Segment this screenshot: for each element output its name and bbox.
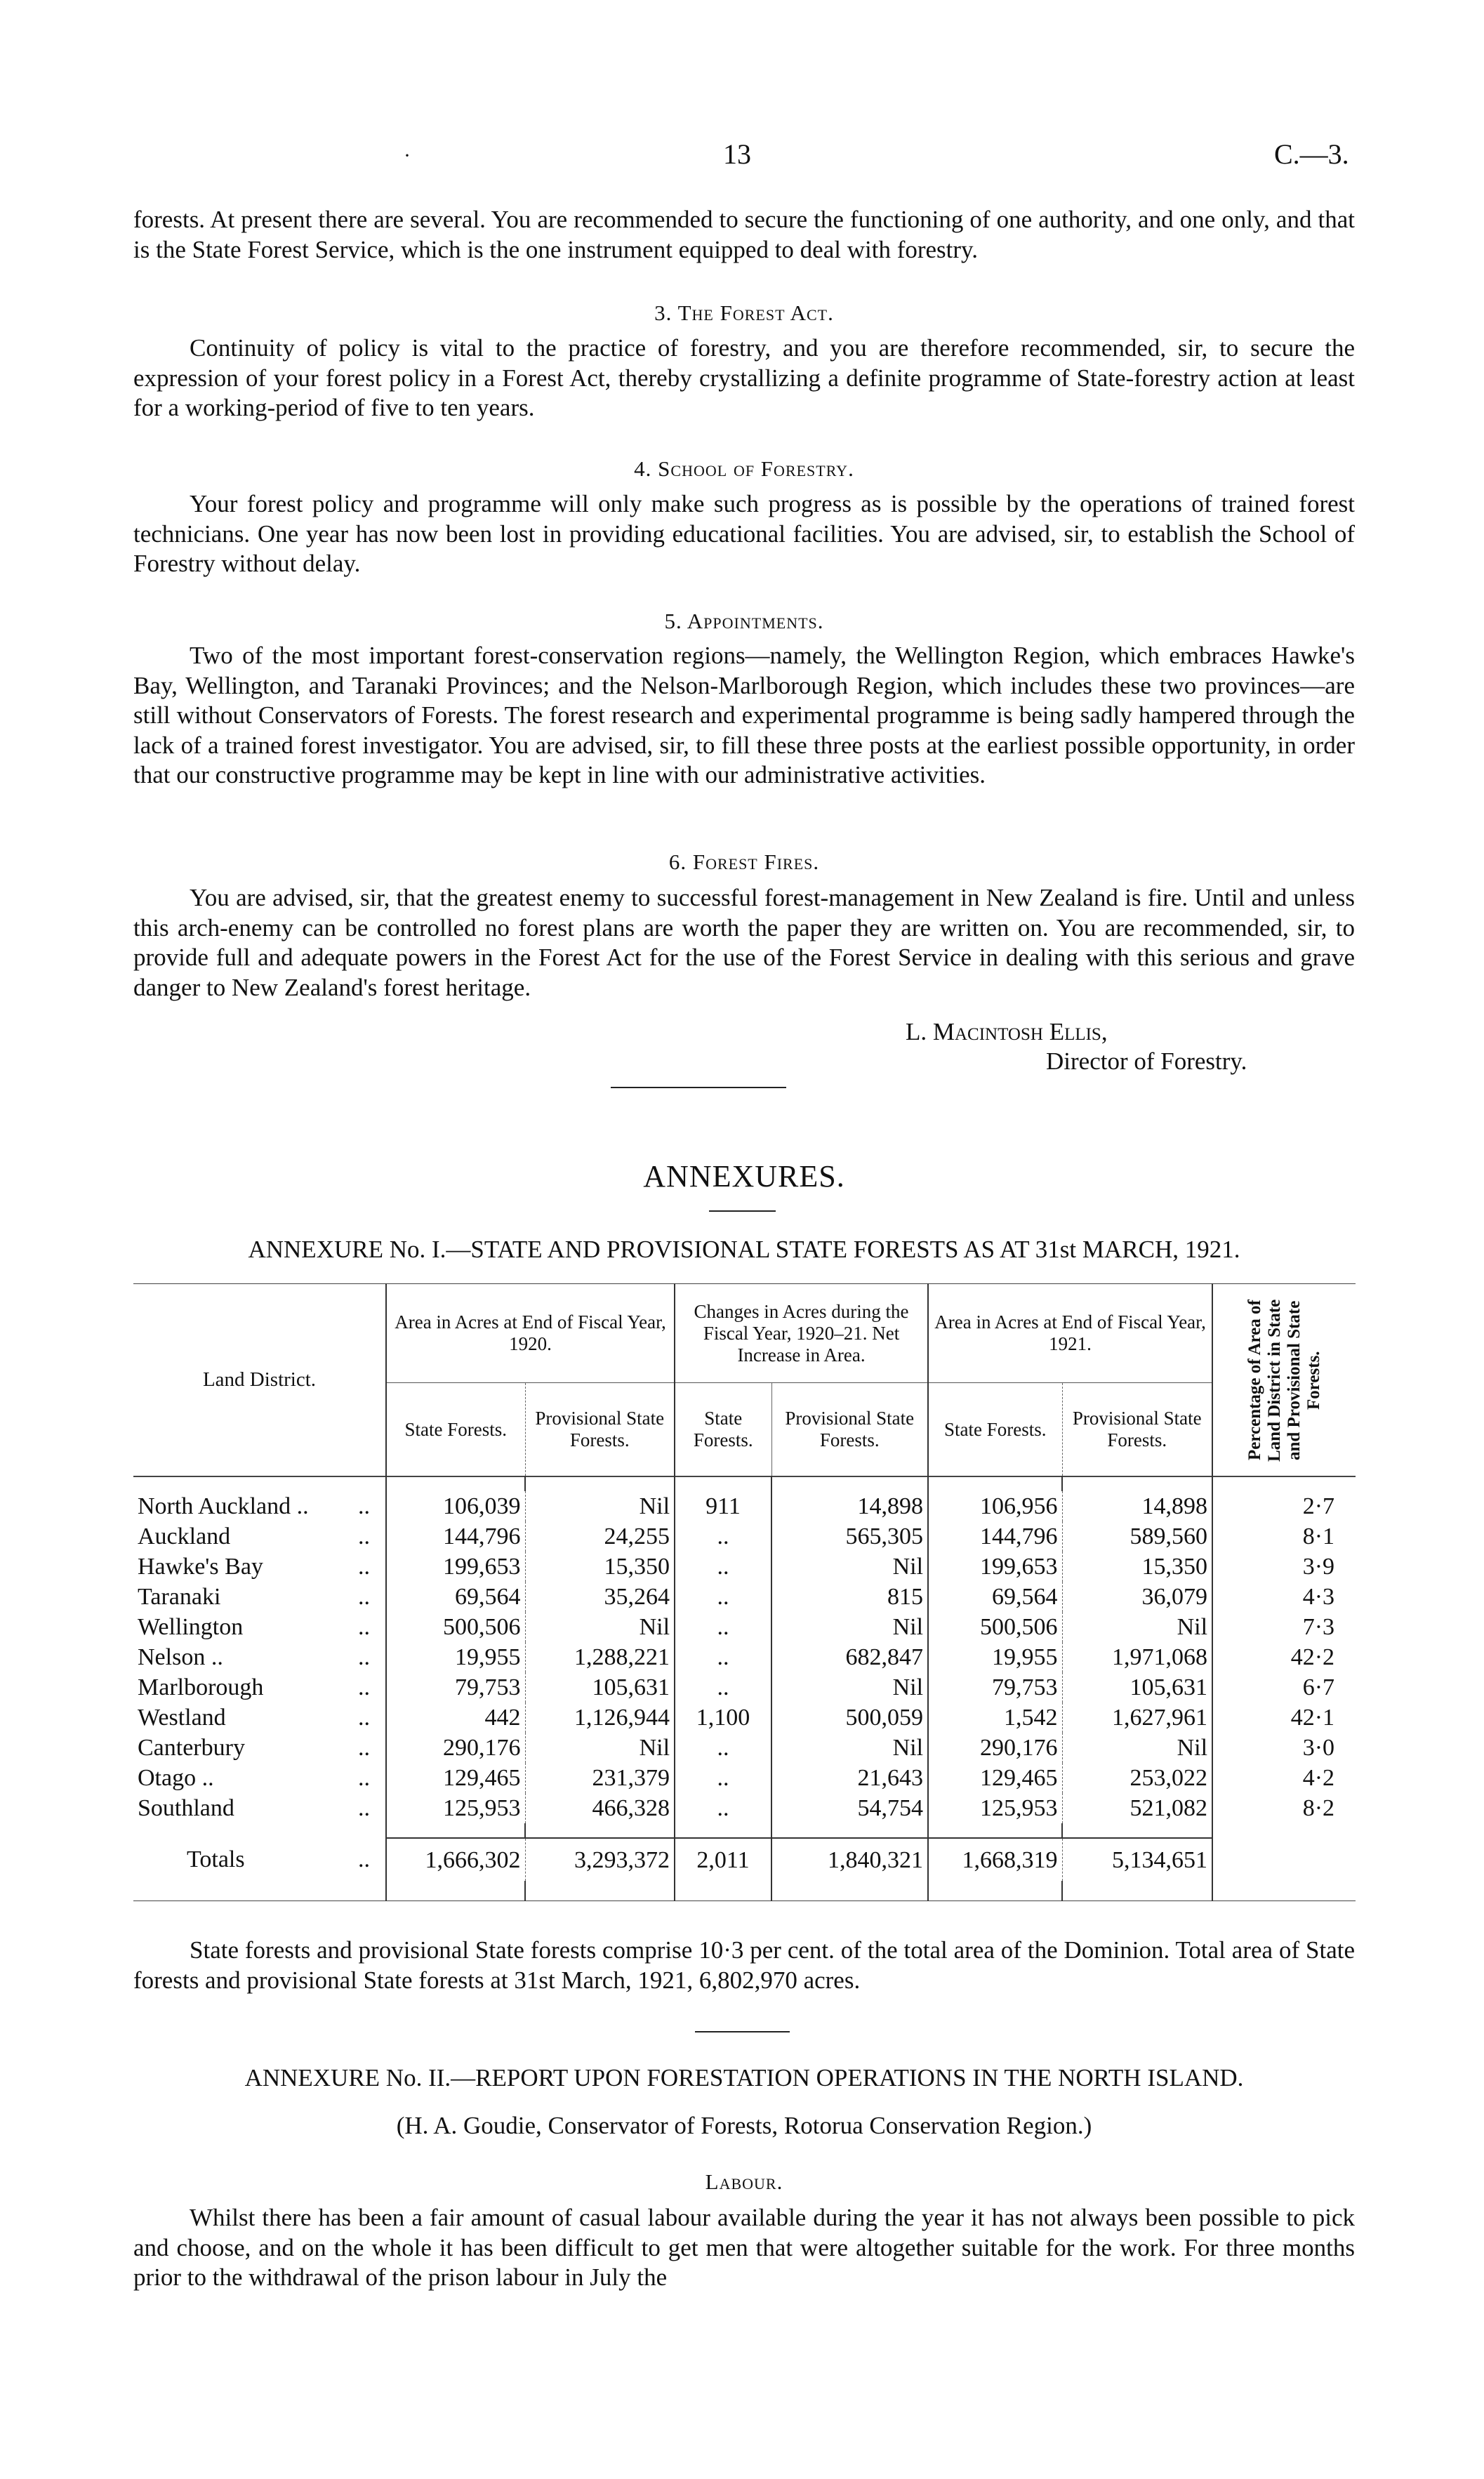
value-cell: 144,796 bbox=[928, 1521, 1062, 1552]
land-district-cell bbox=[133, 1642, 386, 1672]
value-cell: .. bbox=[675, 1763, 771, 1793]
intro-paragraph bbox=[133, 205, 1355, 265]
value-cell: 8·2 bbox=[1212, 1793, 1356, 1823]
table-row bbox=[133, 1733, 1356, 1763]
value-cell: .. bbox=[675, 1642, 771, 1672]
divider bbox=[709, 1210, 776, 1212]
value-cell: 4·3 bbox=[1212, 1582, 1356, 1612]
value-cell: Nil bbox=[771, 1612, 928, 1642]
value-cell: 54,754 bbox=[771, 1793, 928, 1823]
leader-dots: .. bbox=[358, 1735, 370, 1761]
land-district-cell bbox=[133, 1672, 386, 1703]
annexures-title: ANNEXURES. bbox=[643, 1159, 845, 1194]
value-cell: 106,039 bbox=[386, 1491, 525, 1521]
land-district-name: Wellington bbox=[138, 1614, 244, 1640]
value-cell: 911 bbox=[675, 1491, 771, 1521]
value-cell: .. bbox=[675, 1672, 771, 1703]
leader-dots: .. bbox=[358, 1493, 370, 1519]
annexure-2-subtitle: (H. A. Goudie, Conservator of Forests, Rotorua Conservation Region.) bbox=[396, 2112, 1092, 2139]
value-cell: .. bbox=[675, 1582, 771, 1612]
value-cell: 69,564 bbox=[928, 1582, 1062, 1612]
land-district-cell bbox=[133, 1703, 386, 1733]
value-cell: 129,465 bbox=[386, 1763, 525, 1793]
land-district-cell bbox=[133, 1491, 386, 1521]
value-cell: Nil bbox=[1062, 1612, 1212, 1642]
value-cell: 815 bbox=[771, 1582, 928, 1612]
leader-dots: .. bbox=[358, 1644, 370, 1670]
paragraph-text: Two of the most important forest-conservation regions—namely, the Wellington Region, which embraces Hawke's Bay, Wellington, and Taranaki Provinces; and the Nelson-Marlborough Region, which includes these two provinces—are still without Conservators of Forests. The forest research and experimental programme is being sadly hampered through the lack of a trained forest investigator. You are advised, sir, to fill these three posts at the earliest possible opportunity, in order that our constructive programme may be kept in line with our administrative activities. bbox=[133, 642, 1355, 788]
land-district-cell bbox=[133, 1793, 386, 1823]
land-district-name: Taranaki bbox=[138, 1584, 221, 1610]
percentage-header-text: Percentage of Area of Land District in State and Provisional State Forests. bbox=[1245, 1298, 1323, 1462]
value-cell: 7·3 bbox=[1212, 1612, 1356, 1642]
annexure-2-title: ANNEXURE No. II.—REPORT UPON FORESTATION OPERATIONS IN THE NORTH ISLAND. bbox=[244, 2064, 1244, 2091]
signature-name: L. Macintosh Ellis, bbox=[906, 1018, 1108, 1045]
value-cell: 682,847 bbox=[771, 1642, 928, 1672]
value-cell: 1,666,302 bbox=[386, 1838, 525, 1881]
value-cell: 5,134,651 bbox=[1062, 1838, 1212, 1881]
land-district-cell bbox=[133, 1582, 386, 1612]
leader-dots: .. bbox=[358, 1554, 370, 1580]
paragraph-text: Continuity of policy is vital to the practice of forestry, and you are therefore recommended, sir, to secure the expression of your forest policy in a Forest Act, thereby crystallizing a definite programme of State-forestry action at least for a working-period of five to ten years. bbox=[133, 334, 1355, 421]
value-cell: Nil bbox=[525, 1733, 675, 1763]
value-cell: 589,560 bbox=[1062, 1521, 1212, 1552]
paragraph-text: Your forest policy and programme will only make such progress as is possible by the operations of trained forest technicians. One year has now been lost in providing educational facilities. You are advised, sir, to establish the School of Forestry without delay. bbox=[133, 490, 1355, 577]
leader-dots: .. bbox=[358, 1584, 370, 1610]
value-cell: 129,465 bbox=[928, 1763, 1062, 1793]
paragraph-text: forests. At present there are several. You are recommended to secure the functioning of one authority, and one only, and that is the State Forest Service, which is the one instrument equipped to deal with forestry. bbox=[133, 206, 1355, 263]
value-cell: Nil bbox=[771, 1733, 928, 1763]
value-cell: 14,898 bbox=[771, 1491, 928, 1521]
value-cell: 290,176 bbox=[928, 1733, 1062, 1763]
value-cell: 1,100 bbox=[675, 1703, 771, 1733]
section-heading: 6. Forest Fires. bbox=[668, 850, 820, 874]
value-cell: 105,631 bbox=[525, 1672, 675, 1703]
value-cell: 500,059 bbox=[771, 1703, 928, 1733]
land-district-name: Otago .. bbox=[138, 1765, 214, 1791]
value-cell: 199,653 bbox=[386, 1552, 525, 1582]
value-cell: 79,753 bbox=[386, 1672, 525, 1703]
subheader-state: State Forests. bbox=[386, 1383, 525, 1477]
value-cell: 19,955 bbox=[928, 1642, 1062, 1672]
value-cell: 1,542 bbox=[928, 1703, 1062, 1733]
value-cell: 565,305 bbox=[771, 1521, 928, 1552]
table-row bbox=[133, 1491, 1356, 1521]
value-cell: 1,668,319 bbox=[928, 1838, 1062, 1881]
subheader-provisional: Provisional State Forests. bbox=[1062, 1383, 1212, 1477]
value-cell: 1,627,961 bbox=[1062, 1703, 1212, 1733]
subheader-provisional: Provisional State Forests. bbox=[771, 1383, 928, 1477]
value-cell: Nil bbox=[1062, 1733, 1212, 1763]
value-cell: 69,564 bbox=[386, 1582, 525, 1612]
paragraph-text: Whilst there has been a fair amount of casual labour available during the year it has not always been possible to pick and choose, and on the whole it has been difficult to get men that were altogether suitable for the work. For three months prior to the withdrawal of the prison labour in July the bbox=[133, 2204, 1355, 2291]
annexure-1-title: ANNEXURE No. I.—STATE AND PROVISIONAL STATE FORESTS AS AT 31st MARCH, 1921. bbox=[248, 1236, 1240, 1263]
leader-dots: .. bbox=[358, 1795, 370, 1821]
land-district-name: Hawke's Bay bbox=[138, 1554, 263, 1580]
subheader-provisional: Provisional State Forests. bbox=[525, 1383, 675, 1477]
subheader-state: State Forests. bbox=[675, 1383, 771, 1477]
value-cell: 290,176 bbox=[386, 1733, 525, 1763]
value-cell: Nil bbox=[525, 1612, 675, 1642]
subheader-state: State Forests. bbox=[928, 1383, 1062, 1477]
paragraph-text: You are advised, sir, that the greatest enemy to successful forest-management in New Zealand is fire. Until and unless this arch-enemy can be controlled no forest plans are worth the paper they are written on. You are recommended, sir, to provide full and adequate powers in the Forest Act for the use of the Forest Service in dealing with this serious and grave danger to New Zealand's forest heritage. bbox=[133, 884, 1355, 1001]
land-district-cell bbox=[133, 1521, 386, 1552]
section-heading: 4. School of Forestry. bbox=[634, 456, 854, 481]
value-cell: 2,011 bbox=[675, 1838, 771, 1881]
value-cell: .. bbox=[675, 1552, 771, 1582]
value-cell: 144,796 bbox=[386, 1521, 525, 1552]
value-cell: 1,288,221 bbox=[525, 1642, 675, 1672]
table-row bbox=[133, 1703, 1356, 1733]
section-heading: 3. The Forest Act. bbox=[654, 300, 834, 325]
value-cell: 1,840,321 bbox=[771, 1838, 928, 1881]
leader-dots: .. bbox=[358, 1765, 370, 1791]
leader-dots: .. bbox=[358, 1705, 370, 1731]
value-cell: Nil bbox=[771, 1552, 928, 1582]
value-cell: 3·9 bbox=[1212, 1552, 1356, 1582]
value-cell: 500,506 bbox=[928, 1612, 1062, 1642]
value-cell: 42·1 bbox=[1212, 1703, 1356, 1733]
column-header-percentage bbox=[1212, 1284, 1356, 1477]
column-group-1921: Area in Acres at End of Fiscal Year, 1921. bbox=[928, 1284, 1212, 1383]
document-reference: C.—3. bbox=[1274, 138, 1349, 170]
value-cell: 6·7 bbox=[1212, 1672, 1356, 1703]
totals-row bbox=[133, 1838, 1356, 1881]
value-cell: 105,631 bbox=[1062, 1672, 1212, 1703]
land-district-cell bbox=[133, 1733, 386, 1763]
value-cell: 79,753 bbox=[928, 1672, 1062, 1703]
land-district-name: Auckland bbox=[138, 1523, 231, 1549]
land-district-name: Westland bbox=[138, 1705, 226, 1731]
value-cell: 231,379 bbox=[525, 1763, 675, 1793]
land-district-name: Marlborough bbox=[138, 1674, 264, 1700]
signature-title: Director of Forestry. bbox=[1046, 1047, 1247, 1075]
value-cell: 15,350 bbox=[1062, 1552, 1212, 1582]
value-cell bbox=[1212, 1838, 1356, 1881]
value-cell: 125,953 bbox=[386, 1793, 525, 1823]
land-district-cell bbox=[133, 1763, 386, 1793]
land-district-name: North Auckland .. bbox=[138, 1493, 309, 1519]
value-cell: 521,082 bbox=[1062, 1793, 1212, 1823]
table-row bbox=[133, 1793, 1356, 1823]
value-cell: Nil bbox=[771, 1672, 928, 1703]
value-cell: 35,264 bbox=[525, 1582, 675, 1612]
annexure-1-note bbox=[133, 1936, 1355, 1995]
value-cell: 24,255 bbox=[525, 1521, 675, 1552]
value-cell: 36,079 bbox=[1062, 1582, 1212, 1612]
value-cell: .. bbox=[675, 1521, 771, 1552]
value-cell: 1,126,944 bbox=[525, 1703, 675, 1733]
table-row bbox=[133, 1582, 1356, 1612]
land-district-name: Nelson .. bbox=[138, 1644, 223, 1670]
land-district-cell bbox=[133, 1838, 386, 1881]
column-group-changes: Changes in Acres during the Fiscal Year, 1920–21. Net Increase in Area. bbox=[675, 1284, 928, 1383]
section-heading: 5. Appointments. bbox=[664, 609, 824, 633]
table-row bbox=[133, 1612, 1356, 1642]
land-district-name: Southland bbox=[138, 1795, 234, 1821]
column-header-land-district: Land District. bbox=[202, 1368, 317, 1391]
land-district-name: Canterbury bbox=[138, 1735, 245, 1761]
value-cell: 500,506 bbox=[386, 1612, 525, 1642]
value-cell: 21,643 bbox=[771, 1763, 928, 1793]
value-cell: 14,898 bbox=[1062, 1491, 1212, 1521]
value-cell: 3,293,372 bbox=[525, 1838, 675, 1881]
column-group-1920: Area in Acres at End of Fiscal Year, 1920. bbox=[386, 1284, 675, 1383]
value-cell: 466,328 bbox=[525, 1793, 675, 1823]
value-cell: 253,022 bbox=[1062, 1763, 1212, 1793]
leader-dots: .. bbox=[358, 1846, 370, 1872]
leader-dots: .. bbox=[358, 1614, 370, 1640]
divider bbox=[695, 2031, 790, 2032]
table-body bbox=[133, 1476, 1356, 1901]
value-cell: 8·1 bbox=[1212, 1521, 1356, 1552]
divider bbox=[611, 1087, 786, 1088]
table-row bbox=[133, 1521, 1356, 1552]
table-row bbox=[133, 1672, 1356, 1703]
table-row bbox=[133, 1552, 1356, 1582]
leader-dots: .. bbox=[358, 1674, 370, 1700]
value-cell: 42·2 bbox=[1212, 1642, 1356, 1672]
value-cell: Nil bbox=[525, 1491, 675, 1521]
leader-dots: .. bbox=[358, 1523, 370, 1549]
land-district-cell bbox=[133, 1552, 386, 1582]
table-row bbox=[133, 1763, 1356, 1793]
value-cell: 442 bbox=[386, 1703, 525, 1733]
page-number: 13 bbox=[723, 138, 751, 170]
table-row bbox=[133, 1642, 1356, 1672]
section-heading: Labour. bbox=[705, 2169, 783, 2194]
value-cell: 1,971,068 bbox=[1062, 1642, 1212, 1672]
value-cell: .. bbox=[675, 1612, 771, 1642]
forests-table bbox=[133, 1283, 1356, 1901]
value-cell: 106,956 bbox=[928, 1491, 1062, 1521]
value-cell: 4·2 bbox=[1212, 1763, 1356, 1793]
land-district-name: Totals bbox=[187, 1846, 245, 1872]
value-cell: 125,953 bbox=[928, 1793, 1062, 1823]
land-district-cell bbox=[133, 1612, 386, 1642]
value-cell: 2·7 bbox=[1212, 1491, 1356, 1521]
header-dot: · bbox=[404, 144, 411, 167]
paragraph-text: State forests and provisional State forests comprise 10·3 per cent. of the total area of the Dominion. Total area of State forests and provisional State forests at 31st March, 1921, 6,802,970 acres. bbox=[133, 1936, 1355, 1994]
value-cell: 15,350 bbox=[525, 1552, 675, 1582]
value-cell: 199,653 bbox=[928, 1552, 1062, 1582]
value-cell: .. bbox=[675, 1793, 771, 1823]
value-cell: .. bbox=[675, 1733, 771, 1763]
value-cell: 19,955 bbox=[386, 1642, 525, 1672]
value-cell: 3·0 bbox=[1212, 1733, 1356, 1763]
